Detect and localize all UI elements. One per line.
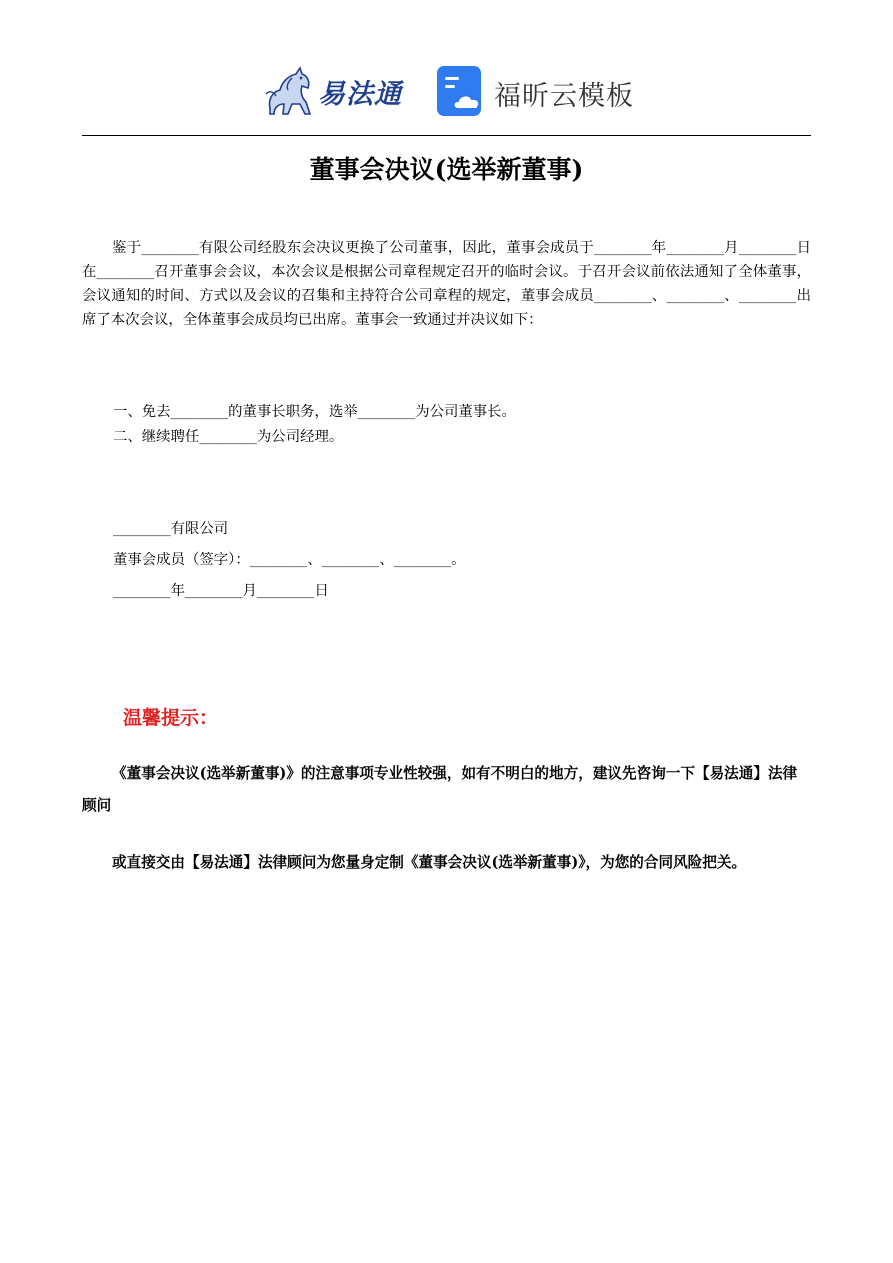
tip-heading: 温馨提示： — [123, 707, 219, 729]
resolution-item-2: 二、继续聘任________为公司经理。 — [113, 429, 344, 445]
horse-icon — [262, 64, 320, 118]
yifatong-logo-text: 易法通 — [318, 79, 402, 110]
tip-paragraph-2: 或直接交由【易法通】法律顾问为您量身定制《董事会决议(选举新董事)》，为您的合同风险把关。 — [112, 854, 747, 871]
yifatong-logo — [262, 64, 414, 118]
document-title: 董事会决议(选举新董事) — [309, 155, 584, 184]
fuxin-cloud-template-logo — [436, 64, 636, 118]
signature-date: ________年________月________日 — [113, 583, 329, 599]
header-logos — [0, 62, 893, 120]
tip-paragraph-1: 《董事会决议(选举新董事)》的注意事项专业性较强，如有不明白的地方，建议先咨询一下【易法通】法律顾问 — [82, 765, 798, 814]
signature-members: 董事会成员（签字）：________、________、________。 — [113, 552, 466, 568]
header-divider — [82, 135, 811, 136]
resolution-item-1: 一、免去________的董事长职务，选举________为公司董事长。 — [113, 404, 516, 420]
signature-company: ________有限公司 — [113, 521, 229, 537]
cloud-document-icon — [436, 65, 486, 117]
fuxin-logo-text: 福昕云模板 — [494, 81, 634, 112]
intro-paragraph: 鉴于________有限公司经股东会决议更换了公司董事，因此，董事会成员于________年________月________日在________召开董事会会议，本次会议是根据公司章程规定召开的临时会议。于召开会议前依法通知了全体董事，会议通知的时间、方式以及会议的召集和主持符合公司章程的规定，董事会成员________、________、________出席了本次会议，全体董事会成员均已出席。董事会一致通过并决议如下： — [82, 240, 811, 328]
